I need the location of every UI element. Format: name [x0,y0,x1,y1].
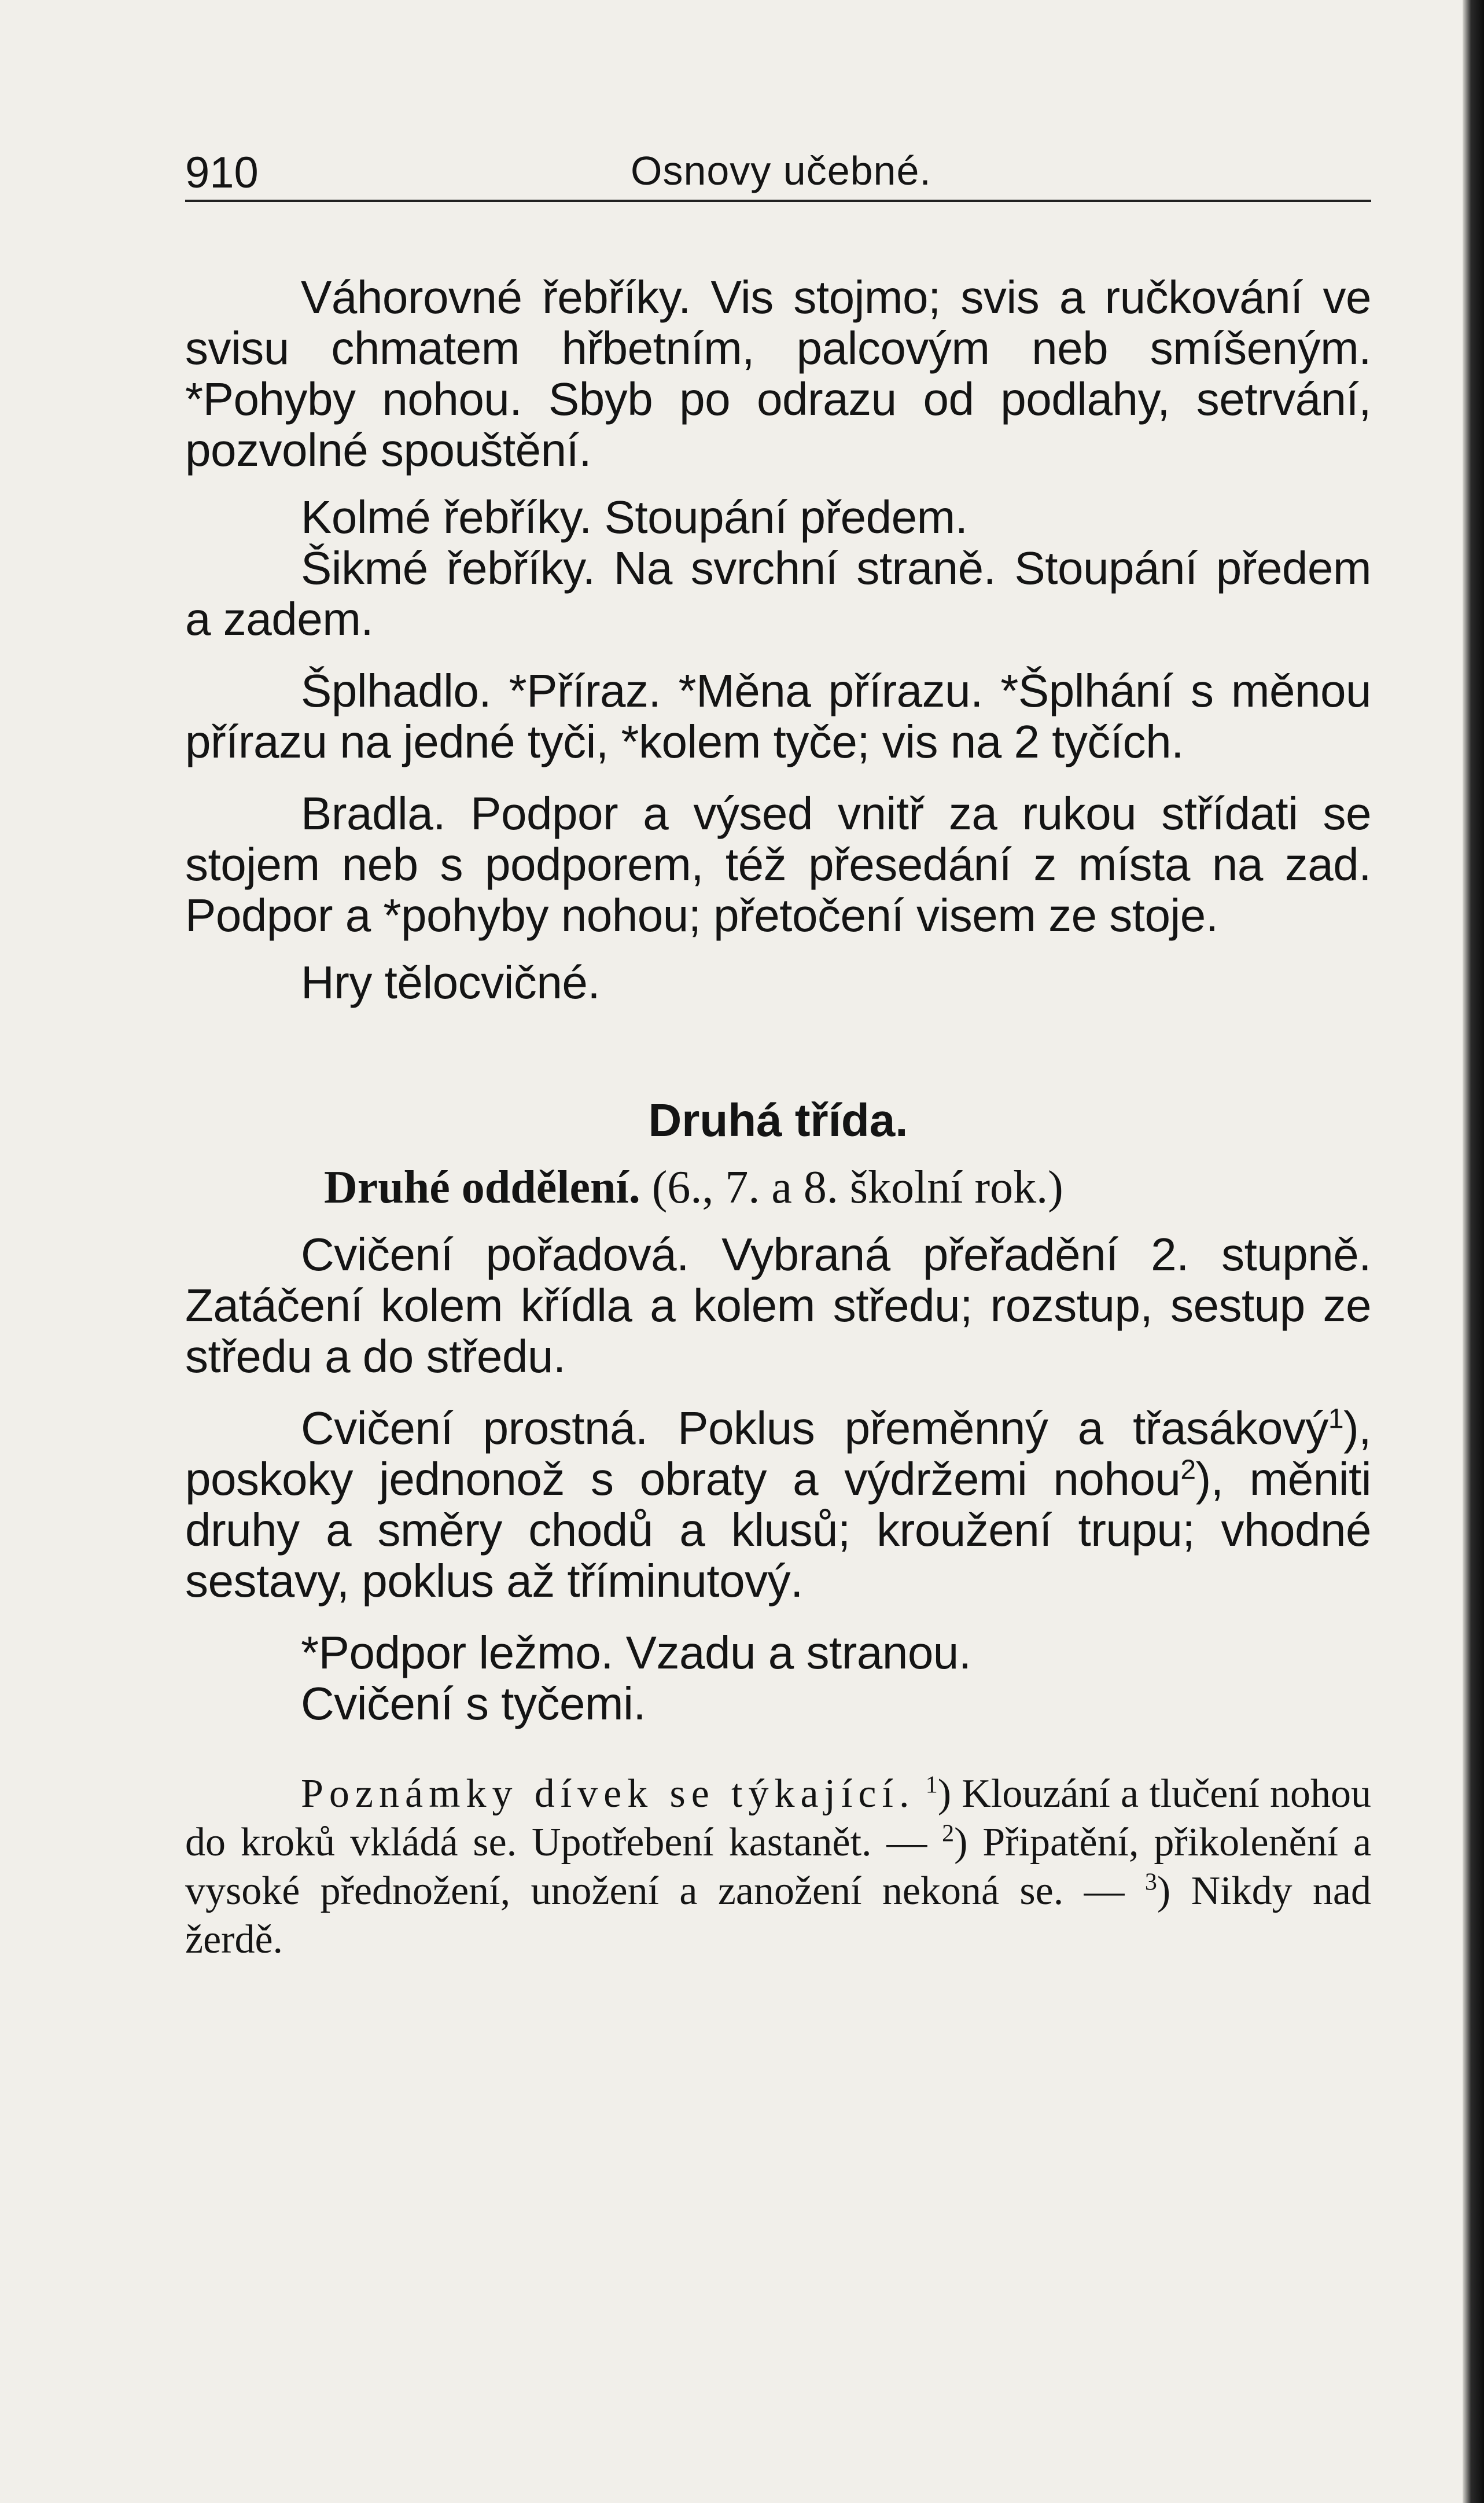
page-header [185,136,1371,202]
paragraph-prostna-part-a: Cvičení prostná. Poklus přeměnný a třasákový [301,1402,1328,1454]
paragraph-tyce: Cvičení s tyčemi. [301,1678,646,1729]
note-marker-3: 3 [1144,1869,1157,1896]
subsection-title: Druhé oddělení. [324,1162,640,1213]
paragraph-bradla: Bradla. Podpor a výsed vnitř za rukou střídati se stojem neb s podporem, též přesedání z místa na zad. Podpor a *pohyby nohou; přetočení visem ze stoje. [185,788,1371,941]
section-heading: Druhá třída. [648,1094,908,1146]
running-head: Osnovy učebné. [631,148,931,193]
notes-lead: Poznámky dívek se týkající. [301,1771,915,1816]
subsection-detail: (6., 7. a 8. školní rok.) [651,1162,1063,1213]
page-edge-shadow [1463,0,1484,2503]
paragraph-podpor: *Podpor ležmo. Vzadu a stranou. [301,1627,971,1678]
paragraph-vahorovne: Váhorovné řebříky. Vis stojmo; svis a ručkování ve svisu chmatem hřbetním, palcovým neb smíšeným. *Pohyby nohou. Sbyb po odrazu od podlahy, setrvání, pozvolné spouštění. [185,271,1371,476]
footnote-ref-2: 2 [1180,1454,1196,1486]
paragraph-poradova: Cvičení pořadová. Vybraná přeřadění 2. stupně. Zatáčení kolem křídla a kolem středu; rozstup, sestup ze středu a do středu. [185,1229,1371,1382]
note-marker-1: 1 [925,1771,938,1799]
paragraph-kolme: Kolmé řebříky. Stoupání předem. [301,491,968,543]
notes-block [185,1770,1371,1964]
note-marker-2: 2 [942,1820,955,1847]
subsection-heading [185,1162,1371,1213]
page-number: 910 [185,148,259,197]
paragraph-sikme: Šikmé řebříky. Na svrchní straně. Stoupání předem a zadem. [185,542,1371,645]
note-text-1: ) Klouzání a tlučení nohou do kroků vkládá se. Upotřebení kastanět. — [185,1771,1372,1865]
footnote-ref-1-paren: ) [1343,1402,1359,1454]
paragraph-prostna-part-b: , poskoky jednonož s obraty a výdržemi nohou [185,1402,1371,1505]
paragraph-splhadlo: Šplhadlo. *Příraz. *Měna přírazu. *Šplhání s měnou přírazu na jedné tyči, *kolem tyče; vis na 2 tyčích. [185,665,1371,767]
note-text-2: ) Připatění, přikolenění a vysoké přednožení, unožení a zanožení nekoná se. — [185,1820,1372,1913]
paragraph-prostna-part-c: ), měniti druhy a směry chodů a klusů; kroužení trupu; vhodné sestavy, poklus až tříminutový. [185,1453,1371,1607]
paragraph-prostna [185,1403,1371,1607]
page-body [185,272,1371,1964]
footnote-ref-1: 1 [1328,1403,1344,1435]
paragraph-hry: Hry tělocvičné. [301,957,601,1008]
note-text-3: ) Nikdy nad žerdě. [185,1869,1372,1962]
